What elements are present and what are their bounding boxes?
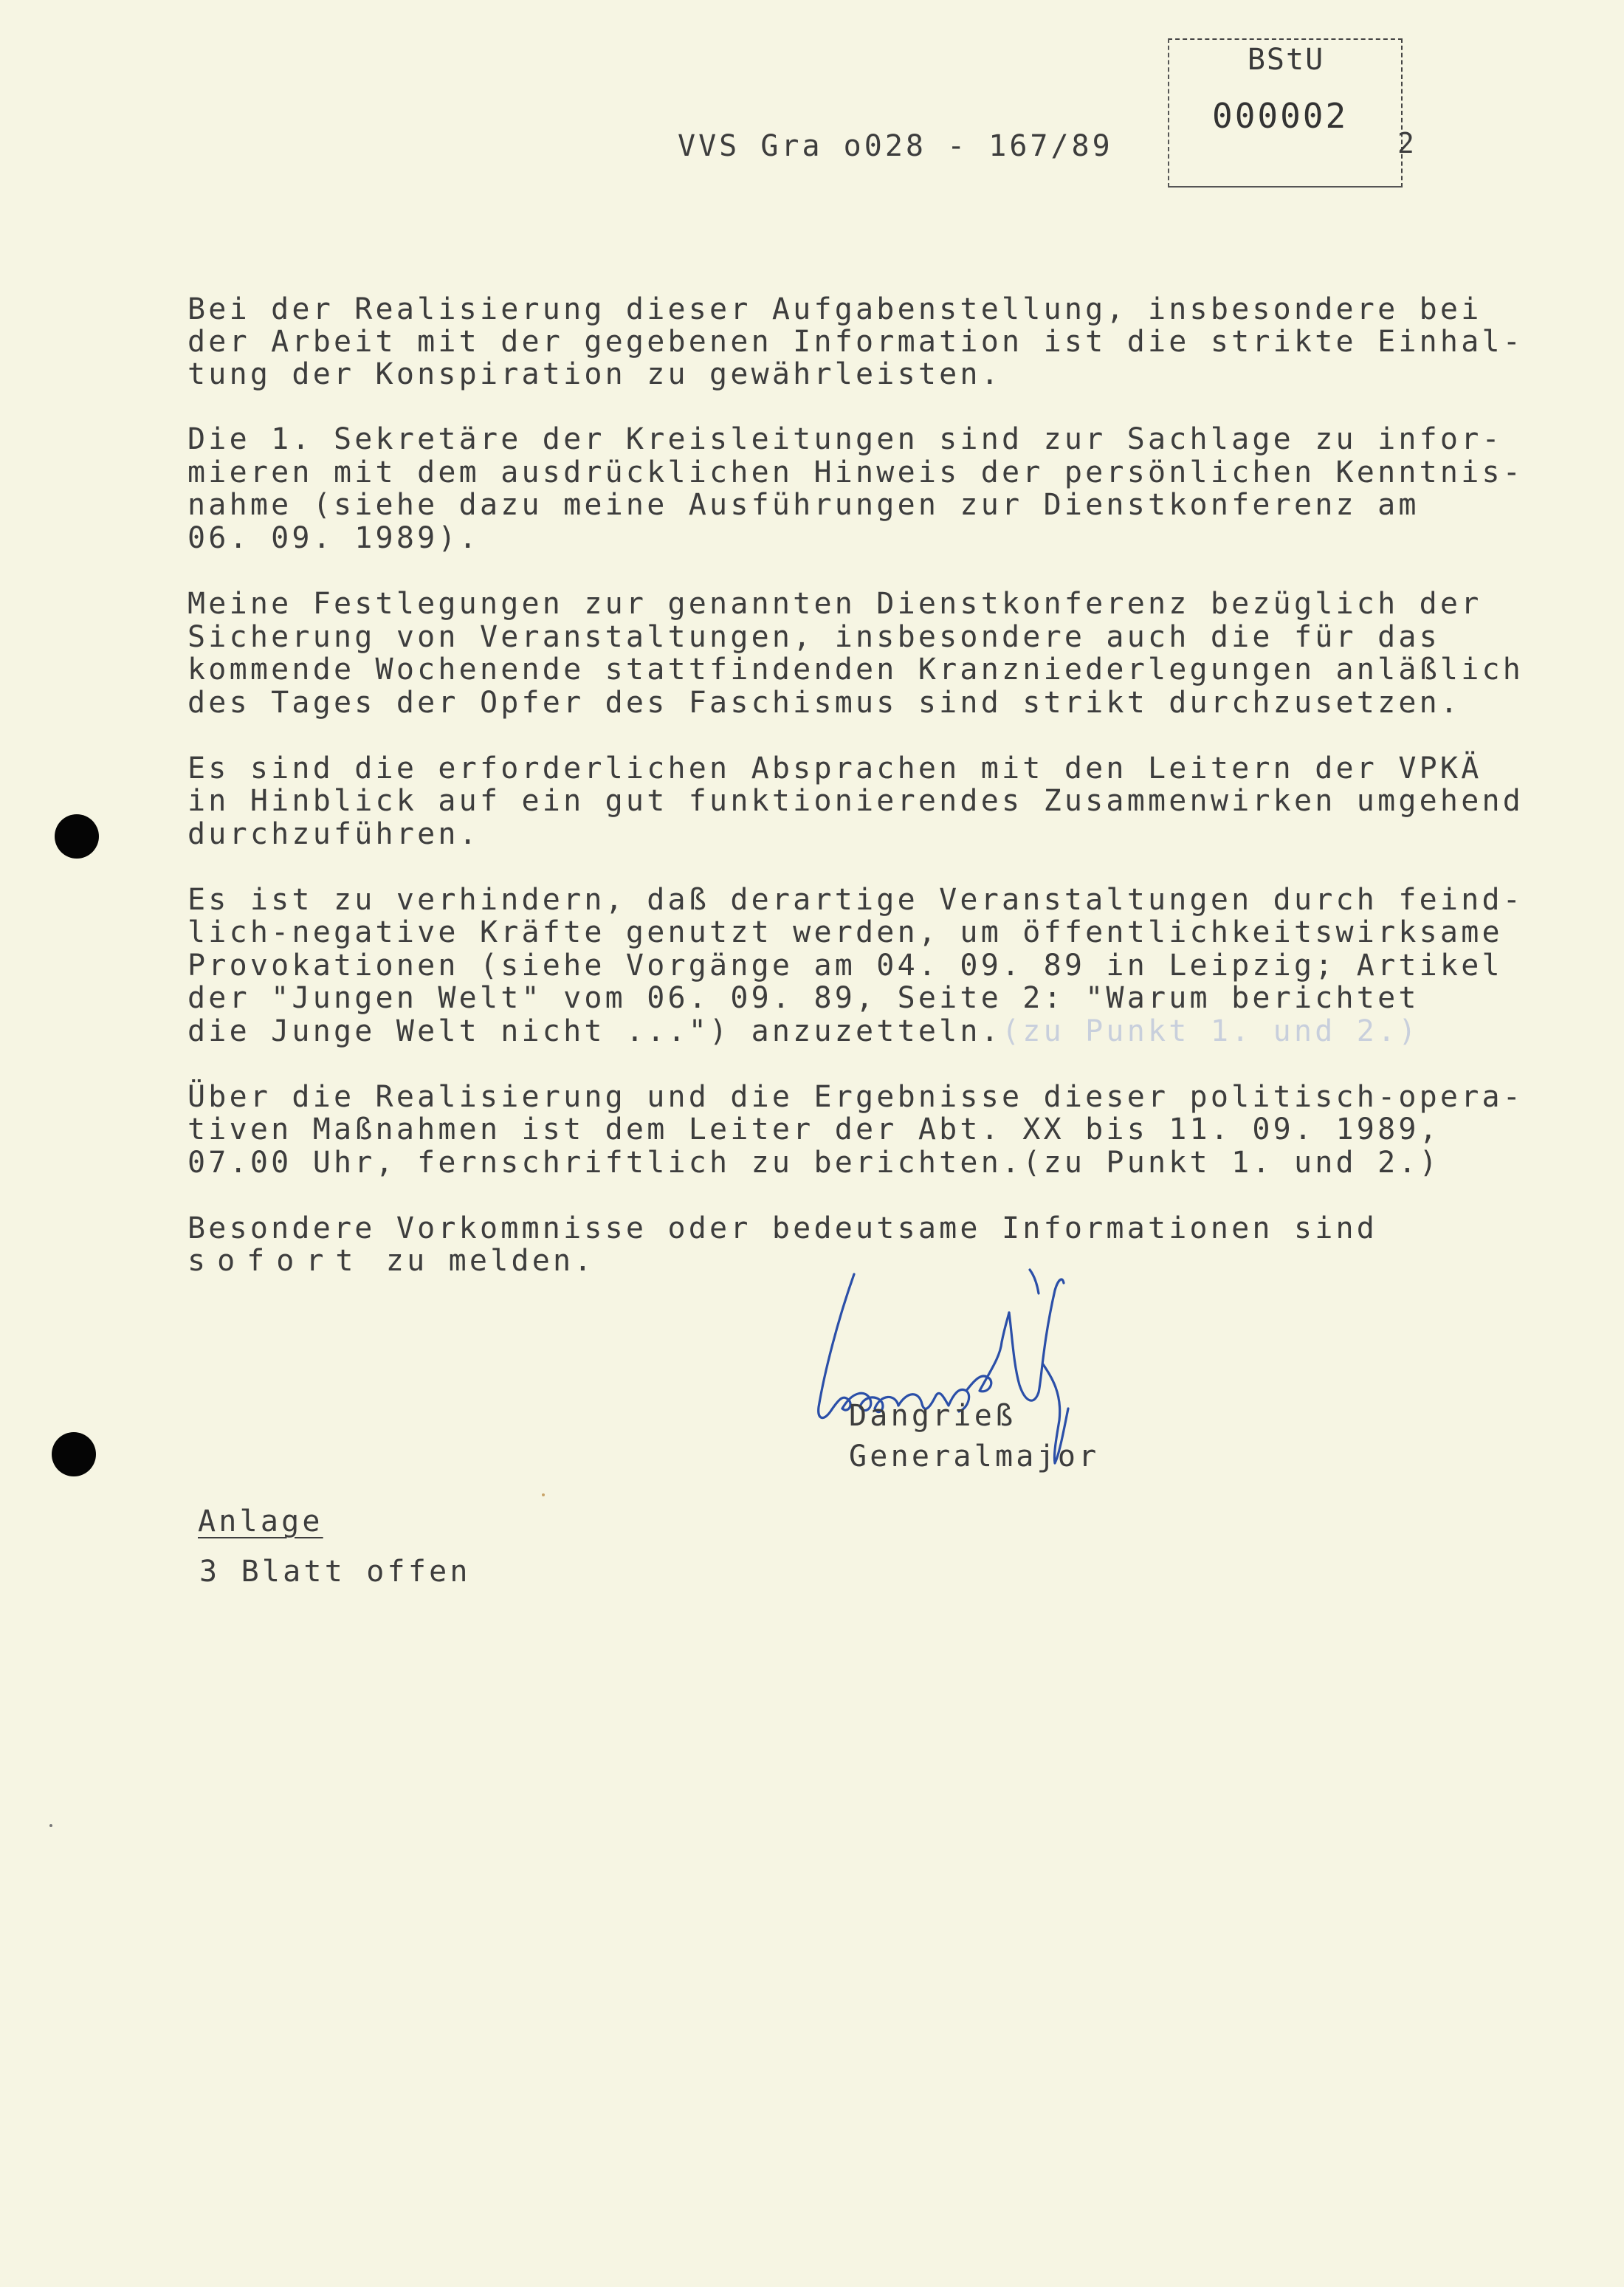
signature-stroke (1030, 1270, 1039, 1293)
paragraph-6-line: Über die Realisierung und die Ergebnisse dieser politisch-opera- (187, 1080, 1524, 1114)
paragraph-3-line: des Tages der Opfer des Faschismus sind strikt durchzusetzen. (187, 686, 1462, 720)
punch-hole (55, 814, 99, 859)
paragraph-3-line: Meine Festlegungen zur genannten Dienstkonferenz bezüglich der (187, 587, 1482, 621)
paragraph-4-line: durchzuführen. (187, 817, 480, 851)
signature-stroke (819, 1274, 854, 1418)
signatory-rank: Generalmajor (849, 1440, 1100, 1473)
paper-speck (542, 1493, 545, 1496)
paragraph-6-line: 07.00 Uhr, fernschriftlich zu berichten.(zu Punkt 1. und 2.) (187, 1146, 1440, 1180)
paragraph-1-line: Bei der Realisierung dieser Aufgabenstellung, insbesondere bei (187, 292, 1482, 326)
document-reference: VVS Gra o028 - 167/89 (678, 129, 1113, 163)
emphasized-sofort: sofort (187, 1244, 365, 1278)
paragraph-7-rest: zu melden. (365, 1244, 595, 1278)
attachment-label: Anlage (198, 1504, 323, 1538)
stamp-title: BStU (1247, 43, 1325, 77)
paragraph-5-line: der "Jungen Welt" vom 06. 09. 89, Seite 2: "Warum berichtet (187, 981, 1420, 1015)
attachment-detail: 3 Blatt offen (199, 1555, 471, 1589)
signatory-name: Dangrieß (849, 1399, 1016, 1433)
paragraph-5-line: die Junge Welt nicht ...") anzuzetteln. (187, 1014, 1002, 1048)
signature-strokes (819, 1270, 1068, 1463)
paper-speck (49, 1824, 52, 1827)
paragraph-4-line: Es sind die erforderlichen Absprachen mit den Leitern der VPKÄ (187, 752, 1482, 785)
stamp-number: 000002 (1212, 96, 1349, 136)
paragraph-7-line: Besondere Vorkommnisse oder bedeutsame Informationen sind (187, 1211, 1378, 1245)
paragraph-5-line: Es ist zu verhindern, daß derartige Veranstaltungen durch feind- (187, 883, 1524, 917)
archive-stamp (1168, 38, 1403, 188)
paragraph-6-line: tiven Maßnahmen ist dem Leiter der Abt. XX bis 11. 09. 1989, (187, 1112, 1440, 1146)
paragraph-5-line: Provokationen (siehe Vorgänge am 04. 09. 89 in Leipzig; Artikel (187, 949, 1503, 983)
paragraph-5-last-line (187, 1014, 1420, 1048)
punch-hole (52, 1432, 96, 1476)
paragraph-5-line: lich-negative Kräfte genutzt werden, um öffentlichkeitswirksame (187, 915, 1503, 949)
paragraph-3-line: Sicherung von Veranstaltungen, insbesondere auch die für das (187, 620, 1440, 654)
paragraph-2-line: Die 1. Sekretäre der Kreisleitungen sind zur Sachlage zu infor- (187, 422, 1503, 456)
paragraph-4-line: in Hinblick auf ein gut funktionierendes Zusammenwirken umgehend (187, 784, 1524, 818)
paragraph-2-line: mieren mit dem ausdrücklichen Hinweis der persönlichen Kenntnis- (187, 455, 1524, 489)
paragraph-1-line: tung der Konspiration zu gewährleisten. (187, 357, 1002, 391)
faint-overtyped-note: (zu Punkt 1. und 2.) (1002, 1014, 1420, 1048)
paragraph-2-line: 06. 09. 1989). (187, 521, 480, 555)
signature-stroke (966, 1313, 1009, 1392)
signature-stroke (1009, 1279, 1064, 1400)
paragraph-7-last-line (187, 1244, 595, 1278)
paragraph-1-line: der Arbeit mit der gegebenen Information ist die strikte Einhal- (187, 325, 1524, 359)
page-number: 2 (1397, 127, 1418, 159)
paragraph-3-line: kommende Wochenende stattfindenden Kranzniederlegungen anläßlich (187, 653, 1524, 687)
paragraph-2-line: nahme (siehe dazu meine Ausführungen zur Dienstkonferenz am (187, 488, 1420, 522)
